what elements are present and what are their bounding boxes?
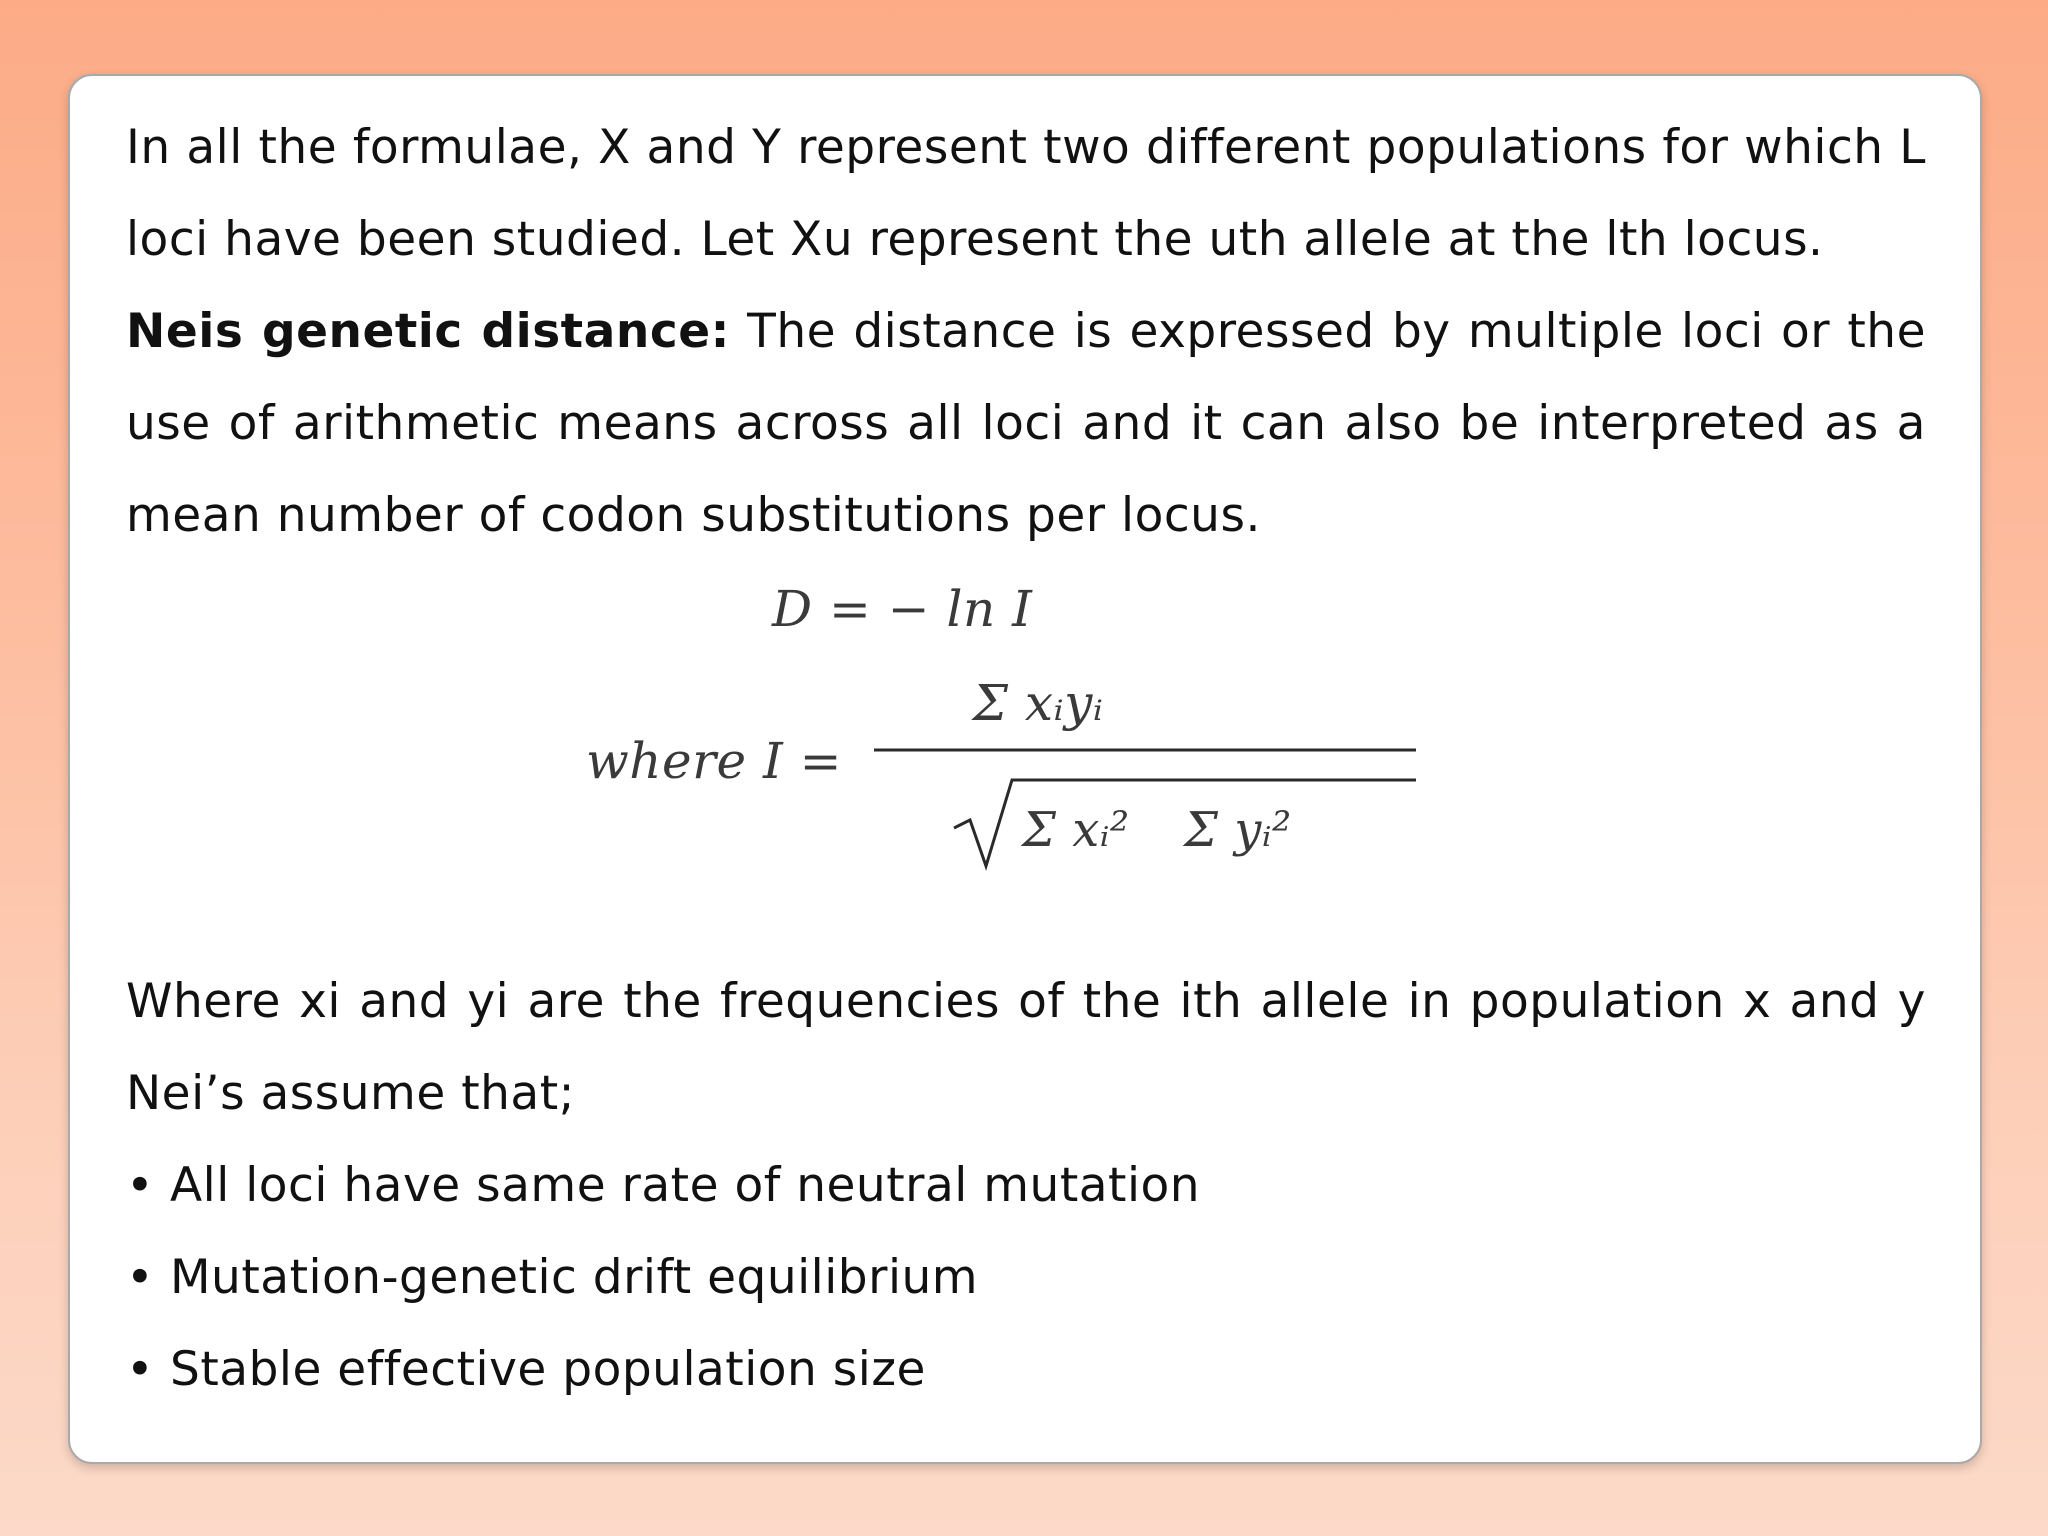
nei-heading: Neis genetic distance: [126, 304, 730, 359]
bullet-icon: • [126, 1342, 155, 1397]
formula-where-label: where I = [586, 732, 843, 790]
list-item [126, 1232, 1926, 1324]
list-item [126, 1140, 1926, 1232]
formula-numerator: Σ xᵢyᵢ [972, 674, 1104, 732]
bullet-icon: • [126, 1250, 155, 1305]
slide-content [126, 76, 1926, 1416]
assumptions-list [126, 1140, 1926, 1416]
nei-distance-formula [586, 566, 1446, 946]
bullet-icon: • [126, 1158, 155, 1213]
nei-text: The distance is expressed by multiple loci or the use of arithmetic means across all loci and it can also be interpreted as a mean number of codon substitutions per locus. [126, 304, 1926, 543]
intro-paragraph [126, 102, 1926, 286]
assumption-text: Mutation-genetic drift equilibrium [170, 1250, 979, 1305]
where-paragraph [126, 956, 1926, 1140]
assumption-text: Stable effective population size [170, 1342, 926, 1397]
formula-block [126, 562, 1926, 956]
formula-line1: D = − ln I [772, 580, 1033, 638]
assumption-text: All loci have same rate of neutral mutation [170, 1158, 1201, 1213]
slide-card [68, 74, 1982, 1464]
nei-paragraph [126, 286, 1926, 562]
where-text: Where xi and yi are the frequencies of the ith allele in population x and y Nei’s assume that; [126, 974, 1926, 1121]
formula-denominator-y: Σ yᵢ² [1184, 802, 1292, 858]
formula-denominator-x: Σ xᵢ² [1022, 802, 1130, 858]
intro-text: In all the formulae, X and Y represent two different populations for which L loci have been studied. Let Xu represent the uth allele at the lth locus. [126, 120, 1926, 267]
list-item [126, 1324, 1926, 1416]
